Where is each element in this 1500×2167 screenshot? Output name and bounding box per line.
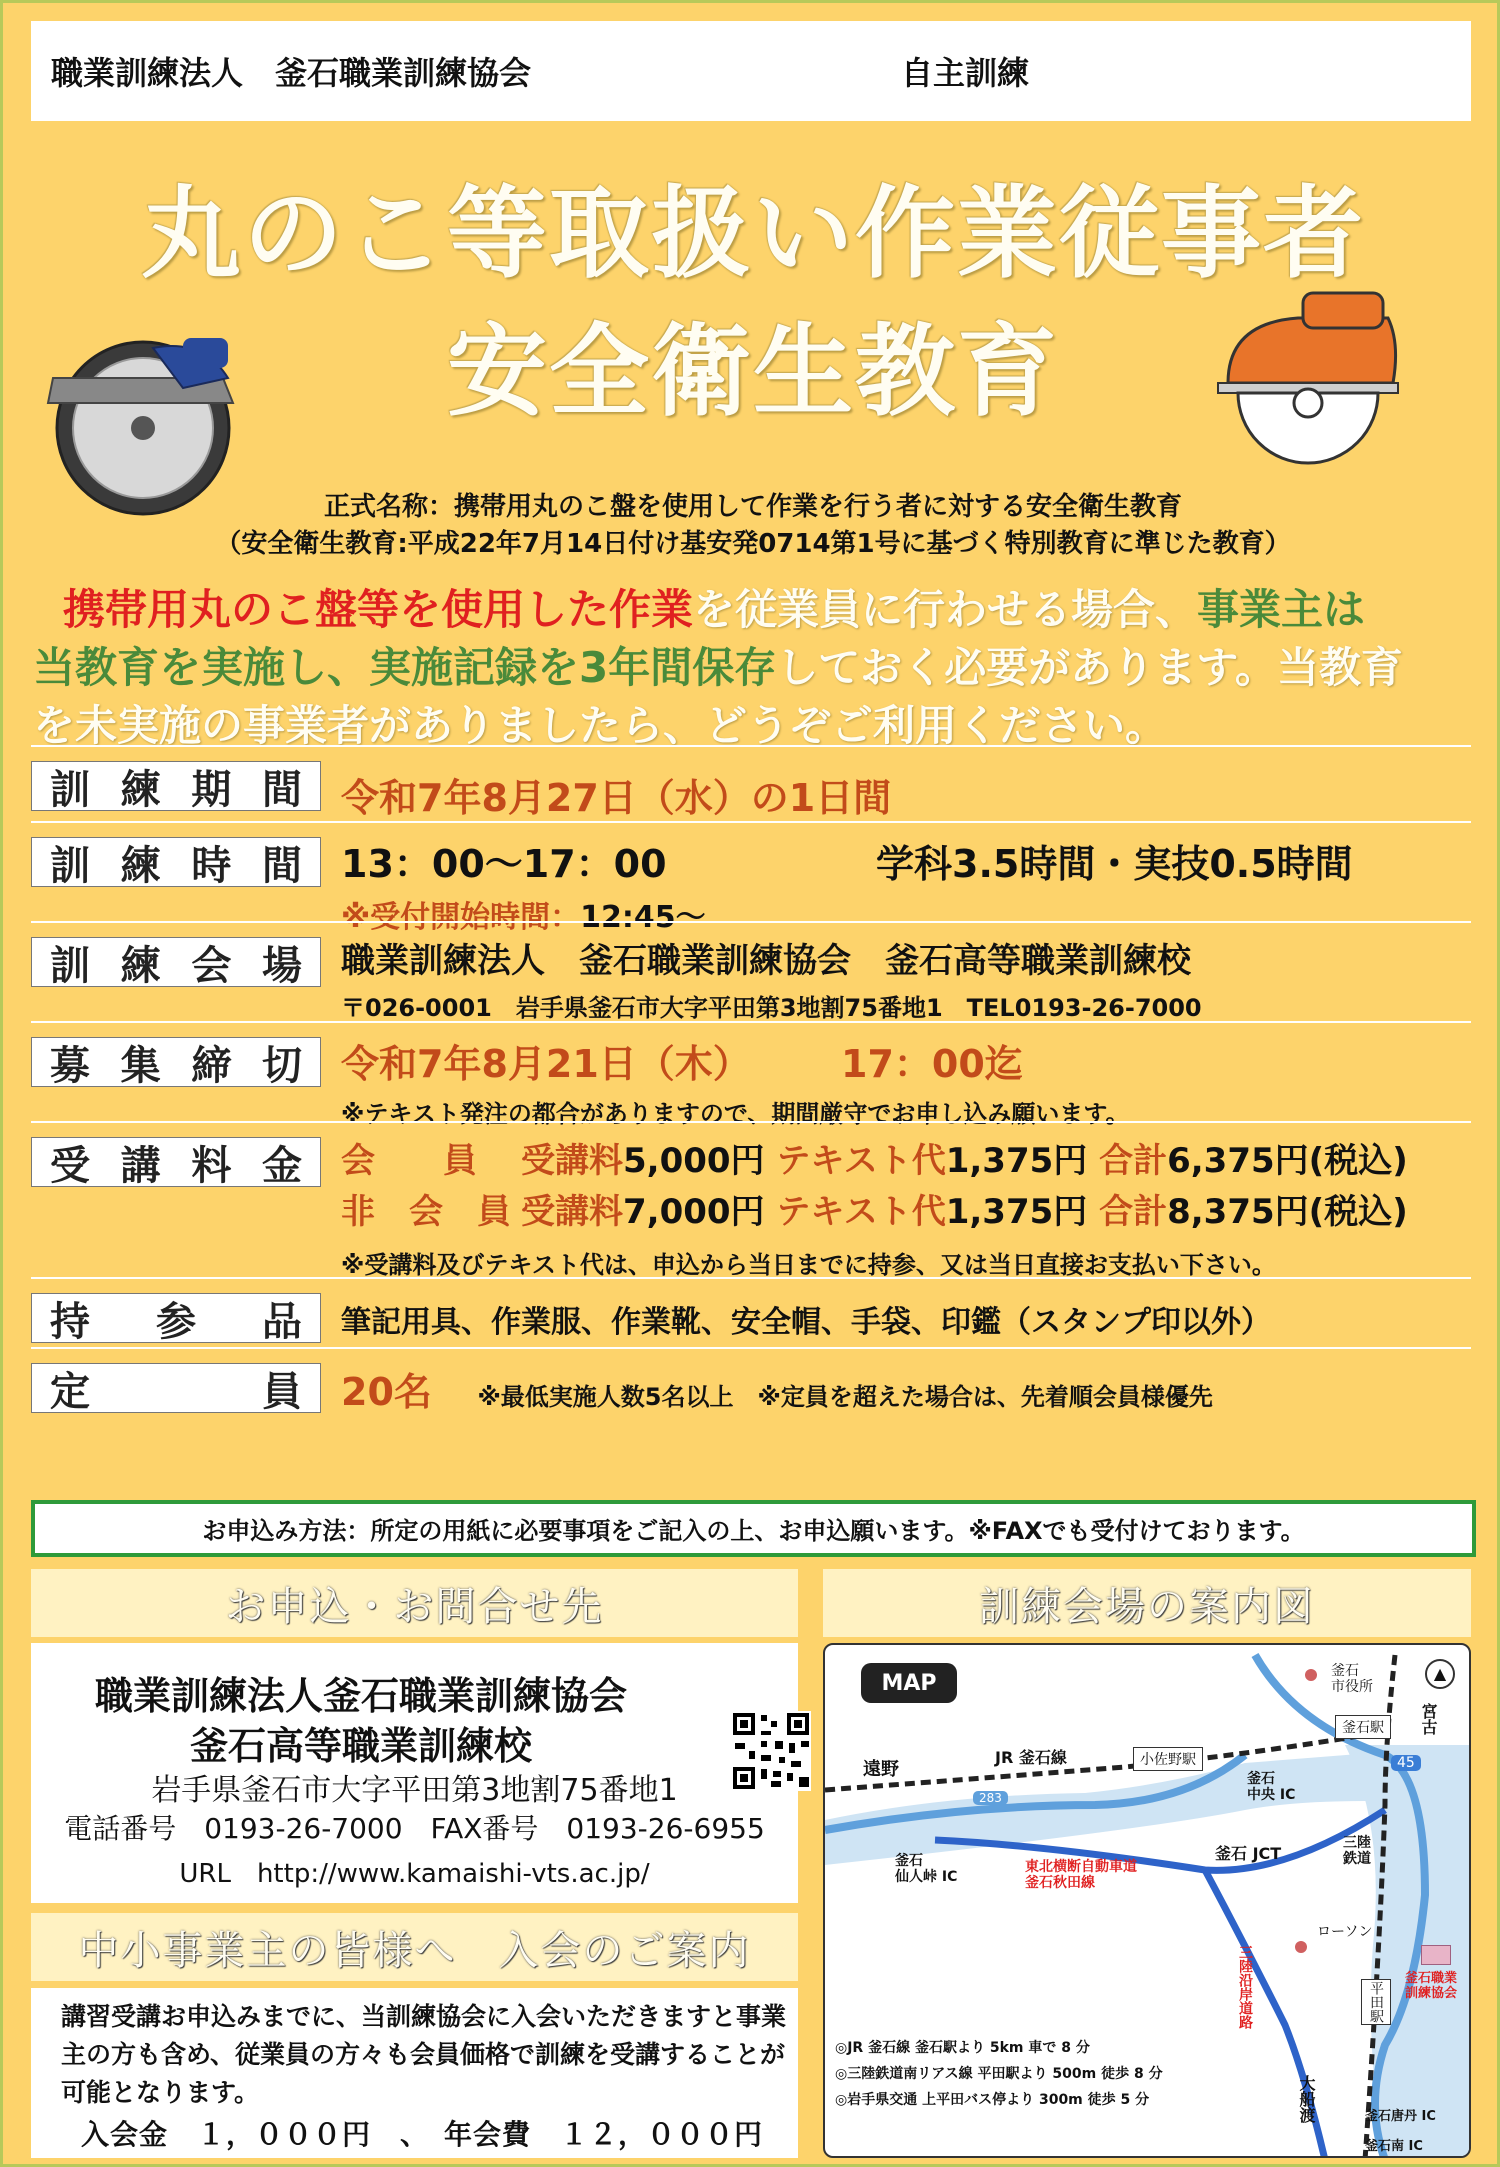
value-fee	[341, 1133, 1471, 1280]
map-label-jr-line: JR 釜石線	[995, 1748, 1067, 1767]
qr-code-icon	[731, 1711, 811, 1791]
membership-box	[31, 1988, 798, 2158]
row-bring	[31, 1277, 1471, 1347]
intro-white-text-2: しておく必要があります。当教育	[776, 643, 1403, 692]
contact-url[interactable]: URL http://www.kamaishi-vts.ac.jp/	[179, 1859, 650, 1889]
map-label-route45: 45	[1391, 1755, 1421, 1771]
row-period	[31, 745, 1471, 821]
intro-paragraph	[33, 581, 1473, 755]
map-label-miyako: 宮古	[1419, 1703, 1438, 1735]
value-capacity	[341, 1361, 1471, 1416]
map-label-route283: 283	[973, 1791, 1008, 1805]
fee-nonmember-line: 非 会 員 受講料7,000円 テキスト代1,375円 合計8,375円(税込)	[341, 1192, 1408, 1232]
deadline-time: 17：00迄	[841, 1042, 1023, 1086]
intro-red-text: 携帯用丸のこ盤等を使用した作業	[63, 585, 694, 634]
title-line-2: 安全衛生教育	[447, 313, 1059, 430]
reception-time: 12:45～	[580, 900, 706, 935]
map-label-sanriku-road: 三陸沿岸道路	[1237, 1945, 1253, 2029]
intro-white-text-1: を従業員に行わせる場合、	[693, 585, 1198, 634]
formal-name-line: 正式名称：携帯用丸のこ盤を使用して作業を行う者に対する安全衛生教育	[323, 492, 1182, 522]
row-deadline	[31, 1021, 1471, 1128]
city-hall-marker-icon	[1305, 1669, 1317, 1681]
compass-icon: ▲	[1425, 1659, 1455, 1689]
label-period: 訓 練 期 間	[31, 761, 321, 811]
map-label-tono: 遠野	[863, 1759, 899, 1780]
map-label-ofunato: 大船渡	[1297, 2075, 1316, 2123]
contact-school: 釜石高等職業訓練校	[189, 1724, 532, 1768]
value-period: 令和7年8月27日（水）の1日間	[341, 776, 892, 820]
label-time: 訓 練 時 間	[31, 837, 321, 887]
map-heading: 訓練会場の案内図	[823, 1569, 1471, 1637]
header-org: 職業訓練法人 釜石職業訓練協会	[51, 54, 532, 92]
capacity-number: 20名	[341, 1370, 432, 1414]
label-fee: 受 講 料 金	[31, 1137, 321, 1187]
value-venue	[341, 933, 1471, 1023]
row-capacity	[31, 1347, 1471, 1419]
capacity-note: ※最低実施人数5名以上 ※定員を超えた場合は、先着順会員様優先	[477, 1383, 1213, 1411]
row-venue	[31, 921, 1471, 1021]
map-label-lawson: ローソン	[1317, 1924, 1373, 1940]
map-access-list	[835, 2035, 1163, 2113]
access-line-3: ◎岩手県交通 上平田バス停より 300m 徒歩 5 分	[835, 2092, 1150, 2108]
value-deadline	[341, 1033, 1471, 1129]
apply-method-box	[31, 1500, 1476, 1557]
contact-address: 岩手県釜石市大字平田第3地割75番地1	[151, 1773, 678, 1808]
map-label-karatan-ic: 釜石唐丹 IC	[1365, 2109, 1436, 2124]
header-bar	[31, 21, 1471, 121]
value-bring: 筆記用具、作業服、作業靴、安全帽、手袋、印鑑（スタンプ印以外）	[341, 1305, 1271, 1340]
row-time	[31, 821, 1471, 935]
contact-box	[31, 1643, 798, 1903]
label-capacity: 定 員	[31, 1363, 321, 1413]
map-label-chuo-ic: 釜石 中央 IC	[1247, 1771, 1296, 1803]
membership-heading: 中小事業主の皆様へ 入会のご案内	[31, 1913, 798, 1981]
contact-heading: お申込・お問合せ先	[31, 1569, 798, 1637]
map-label-sanriku: 三陸 鉄道	[1343, 1835, 1371, 1867]
deadline-date: 令和7年8月21日（木）	[341, 1042, 751, 1086]
map-label-expressway: 東北横断自動車道 釜石秋田線	[1025, 1859, 1137, 1891]
access-line-1: ◎JR 釜石線 釜石駅より 5km 車で 8 分	[835, 2040, 1090, 2056]
map-label-kamaishi-jct: 釜石 JCT	[1215, 1844, 1282, 1863]
map-label-heita-station: 平田駅	[1361, 1979, 1391, 2025]
circular-saw-right-illustration	[1208, 283, 1403, 483]
time-range: 13：00～17：00	[341, 842, 667, 886]
map-label-minami-ic: 釜石南 IC	[1365, 2139, 1423, 2154]
title-line-1: 丸のこ等取扱い作業従事者	[141, 175, 1365, 292]
membership-text: 講習受講お申込みまでに、当訓練協会に入会いただきますと事業主の方も含め、従業員の方々も会員価格で訓練を受講することが可能となります。	[61, 2002, 787, 2107]
membership-fees: 入会金 １，０００円 、 年会費 １２，０００円	[81, 2118, 764, 2151]
venue-map	[823, 1643, 1471, 2158]
intro-green-text-1: 事業主は	[1197, 585, 1366, 634]
label-bring: 持 参 品	[31, 1293, 321, 1343]
map-label-sennintoge-ic: 釜石 仙人峠 IC	[895, 1853, 958, 1885]
formal-basis-line: （安全衛生教育:平成22年7月14日付け基安発0714第1号に基づく特別教育に準じた教育）	[215, 529, 1291, 559]
apply-method-text: お申込み方法：所定の用紙に必要事項をご記入の上、お申込願います。※FAXでも受付けております。	[202, 1517, 1305, 1545]
intro-white-text-3: を未実施の事業者がありましたら、どうぞご利用ください。	[33, 701, 1168, 750]
header-self-training: 自主訓練	[901, 54, 1030, 92]
time-detail: 学科3.5時間・実技0.5時間	[876, 842, 1353, 886]
label-deadline: 募 集 締 切	[31, 1037, 321, 1087]
reception-label: ※受付開始時間：	[341, 900, 581, 935]
fee-note: ※受講料及びテキスト代は、申込から当日までに持参、又は当日直接お支払い下さい。	[341, 1251, 1276, 1279]
venue-address: 〒026-0001 岩手県釜石市大字平田第3地割75番地1 TEL0193-26-7000	[341, 994, 1202, 1022]
deadline-note: ※テキスト発注の都合がありますので、期間厳守でお申し込み願います。	[341, 1100, 1130, 1128]
fee-member-line: 会 員 受講料5,000円 テキスト代1,375円 合計6,375円(税込)	[341, 1141, 1408, 1181]
access-line-2: ◎三陸鉄道南リアス線 平田駅より 500m 徒歩 8 分	[835, 2066, 1163, 2082]
map-label-city-hall: 釜石 市役所	[1331, 1663, 1373, 1695]
lawson-marker-icon	[1295, 1941, 1307, 1953]
intro-green-text-2: 当教育を実施し、実施記録を3年間保存	[33, 643, 777, 692]
map-badge: MAP	[861, 1663, 957, 1703]
map-label-kamaishi-station: 釜石駅	[1335, 1715, 1391, 1739]
association-marker-icon	[1421, 1945, 1451, 1965]
venue-name: 職業訓練法人 釜石職業訓練協会 釜石高等職業訓練校	[341, 941, 1191, 981]
contact-org: 職業訓練法人釜石職業訓練協会	[94, 1674, 627, 1718]
contact-phone: 電話番号 0193-26-7000 FAX番号 0193-26-6955	[64, 1812, 765, 1845]
bay-area	[1345, 1745, 1471, 2158]
map-label-association: 釜石職業 訓練協会	[1405, 1971, 1458, 2001]
row-fee	[31, 1121, 1471, 1277]
map-label-kosano: 小佐野駅	[1133, 1747, 1203, 1771]
label-venue: 訓 練 会 場	[31, 937, 321, 987]
details-table	[31, 745, 1471, 1419]
